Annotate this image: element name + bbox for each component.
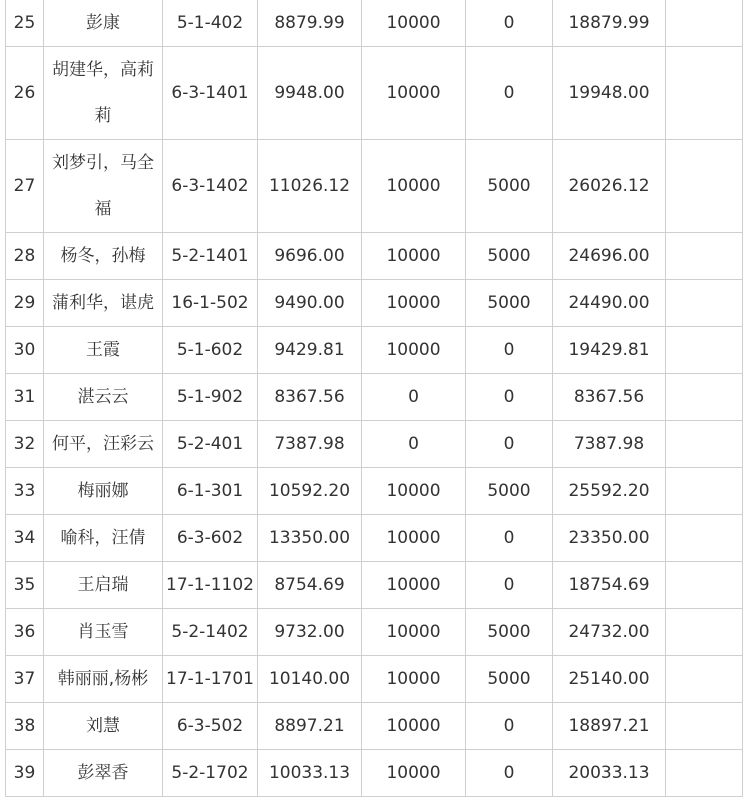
note-cell [666,47,743,140]
amount-cell: 5000 [466,468,553,515]
note-cell [666,374,743,421]
amount-cell: 5000 [466,233,553,280]
amount-cell: 0 [362,374,466,421]
row-number-cell: 35 [6,562,44,609]
row-number-cell: 25 [6,0,44,47]
unit-number-cell: 5-2-401 [163,421,258,468]
total-cell: 24696.00 [553,233,666,280]
owner-name-cell: 王霞 [44,327,163,374]
amount-cell: 9948.00 [258,47,362,140]
total-cell: 20033.13 [553,750,666,797]
amount-cell: 9490.00 [258,280,362,327]
owner-name-cell: 彭翠香 [44,750,163,797]
table-row [6,750,743,797]
amount-cell: 0 [466,327,553,374]
amount-cell: 11026.12 [258,140,362,233]
table-row [6,47,743,140]
owner-name-cell: 蒲利华，谌虎 [44,280,163,327]
amount-cell: 10000 [362,47,466,140]
table-row [6,140,743,233]
amount-cell: 10000 [362,703,466,750]
amount-cell: 8754.69 [258,562,362,609]
amount-cell: 5000 [466,656,553,703]
note-cell [666,609,743,656]
total-cell: 19429.81 [553,327,666,374]
note-cell [666,468,743,515]
owner-name-cell: 刘梦引，马全福 [44,140,163,233]
note-cell [666,656,743,703]
amount-cell: 9696.00 [258,233,362,280]
data-table-container [5,0,743,797]
amount-cell: 10000 [362,468,466,515]
unit-number-cell: 5-1-902 [163,374,258,421]
amount-cell: 10000 [362,140,466,233]
note-cell [666,562,743,609]
table-row [6,280,743,327]
amount-cell: 10000 [362,750,466,797]
amount-cell: 0 [362,421,466,468]
owner-name-cell: 喻科，汪倩 [44,515,163,562]
amount-cell: 5000 [466,609,553,656]
amount-cell: 0 [466,703,553,750]
row-number-cell: 33 [6,468,44,515]
row-number-cell: 30 [6,327,44,374]
amount-cell: 10592.20 [258,468,362,515]
data-table [5,0,743,797]
note-cell [666,0,743,47]
total-cell: 24732.00 [553,609,666,656]
table-row [6,515,743,562]
amount-cell: 10000 [362,280,466,327]
note-cell [666,140,743,233]
note-cell [666,515,743,562]
note-cell [666,327,743,374]
table-row [6,468,743,515]
amount-cell: 9732.00 [258,609,362,656]
table-row [6,0,743,47]
owner-name-cell: 韩丽丽,杨彬 [44,656,163,703]
note-cell [666,280,743,327]
amount-cell: 8879.99 [258,0,362,47]
unit-number-cell: 6-3-502 [163,703,258,750]
total-cell: 18897.21 [553,703,666,750]
row-number-cell: 39 [6,750,44,797]
total-cell: 18754.69 [553,562,666,609]
amount-cell: 10033.13 [258,750,362,797]
unit-number-cell: 17-1-1701 [163,656,258,703]
amount-cell: 10000 [362,656,466,703]
row-number-cell: 32 [6,421,44,468]
owner-name-cell: 何平，汪彩云 [44,421,163,468]
note-cell [666,703,743,750]
table-row [6,703,743,750]
row-number-cell: 31 [6,374,44,421]
owner-name-cell: 梅丽娜 [44,468,163,515]
table-row [6,609,743,656]
total-cell: 19948.00 [553,47,666,140]
amount-cell: 0 [466,750,553,797]
note-cell [666,750,743,797]
amount-cell: 10140.00 [258,656,362,703]
table-body [6,0,743,797]
note-cell [666,421,743,468]
owner-name-cell: 胡建华，高莉莉 [44,47,163,140]
row-number-cell: 29 [6,280,44,327]
total-cell: 8367.56 [553,374,666,421]
row-number-cell: 36 [6,609,44,656]
amount-cell: 10000 [362,515,466,562]
amount-cell: 0 [466,374,553,421]
amount-cell: 10000 [362,327,466,374]
amount-cell: 5000 [466,280,553,327]
amount-cell: 13350.00 [258,515,362,562]
owner-name-cell: 彭康 [44,0,163,47]
owner-name-cell: 湛云云 [44,374,163,421]
unit-number-cell: 6-3-602 [163,515,258,562]
total-cell: 26026.12 [553,140,666,233]
total-cell: 7387.98 [553,421,666,468]
table-row [6,562,743,609]
amount-cell: 10000 [362,562,466,609]
table-row [6,233,743,280]
row-number-cell: 27 [6,140,44,233]
total-cell: 25140.00 [553,656,666,703]
unit-number-cell: 6-3-1401 [163,47,258,140]
amount-cell: 9429.81 [258,327,362,374]
amount-cell: 10000 [362,609,466,656]
amount-cell: 5000 [466,140,553,233]
row-number-cell: 28 [6,233,44,280]
owner-name-cell: 王启瑞 [44,562,163,609]
unit-number-cell: 5-2-1402 [163,609,258,656]
owner-name-cell: 刘慧 [44,703,163,750]
total-cell: 24490.00 [553,280,666,327]
table-row [6,374,743,421]
amount-cell: 8367.56 [258,374,362,421]
amount-cell: 10000 [362,0,466,47]
row-number-cell: 34 [6,515,44,562]
table-row [6,327,743,374]
owner-name-cell: 杨冬，孙梅 [44,233,163,280]
amount-cell: 10000 [362,233,466,280]
unit-number-cell: 5-1-602 [163,327,258,374]
table-row [6,656,743,703]
unit-number-cell: 6-1-301 [163,468,258,515]
note-cell [666,233,743,280]
total-cell: 23350.00 [553,515,666,562]
row-number-cell: 37 [6,656,44,703]
amount-cell: 0 [466,562,553,609]
total-cell: 25592.20 [553,468,666,515]
amount-cell: 0 [466,0,553,47]
amount-cell: 7387.98 [258,421,362,468]
unit-number-cell: 5-2-1401 [163,233,258,280]
total-cell: 18879.99 [553,0,666,47]
row-number-cell: 38 [6,703,44,750]
unit-number-cell: 16-1-502 [163,280,258,327]
unit-number-cell: 5-1-402 [163,0,258,47]
row-number-cell: 26 [6,47,44,140]
amount-cell: 8897.21 [258,703,362,750]
unit-number-cell: 6-3-1402 [163,140,258,233]
table-row [6,421,743,468]
unit-number-cell: 17-1-1102 [163,562,258,609]
amount-cell: 0 [466,515,553,562]
amount-cell: 0 [466,47,553,140]
owner-name-cell: 肖玉雪 [44,609,163,656]
amount-cell: 0 [466,421,553,468]
unit-number-cell: 5-2-1702 [163,750,258,797]
